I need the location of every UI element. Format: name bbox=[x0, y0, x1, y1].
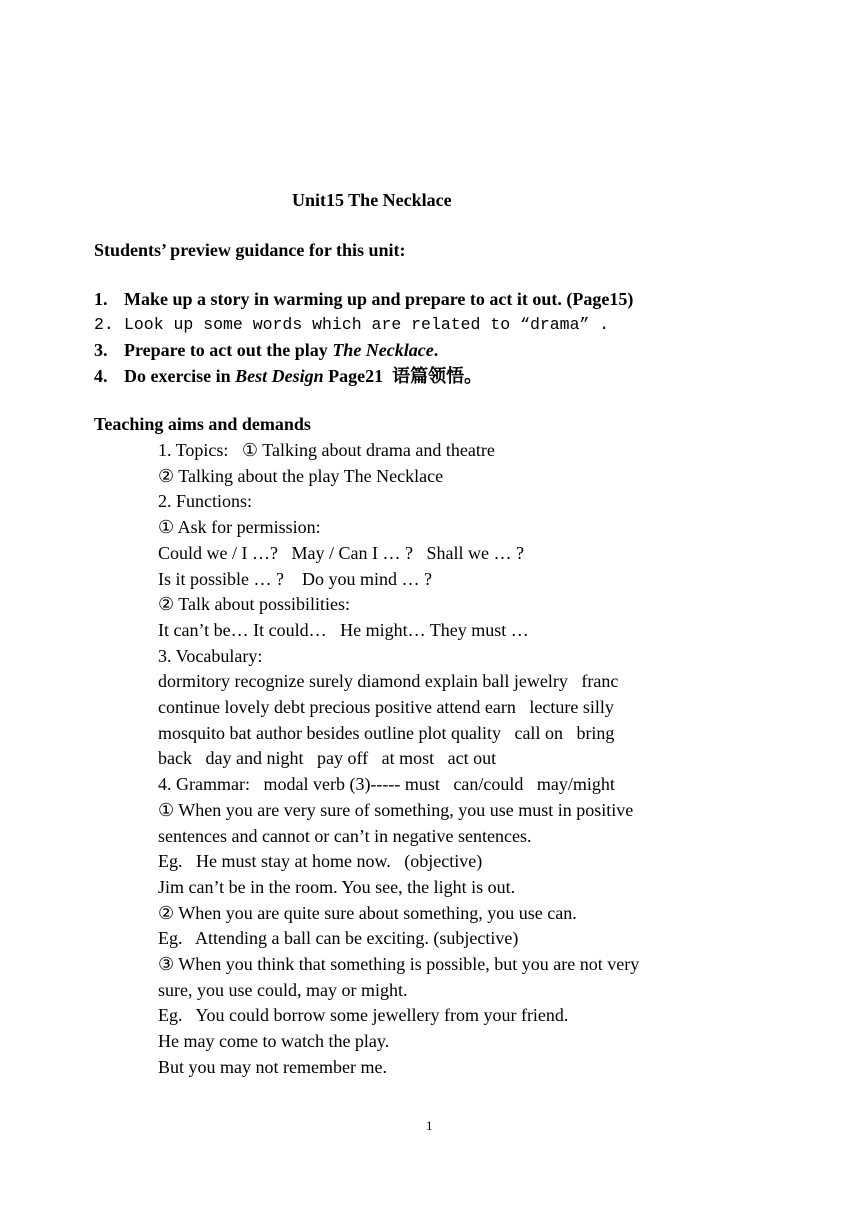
item-italic-title: The Necklace bbox=[332, 340, 434, 360]
item-text-end: Page21 语篇领悟。 bbox=[323, 366, 483, 386]
aims-line: ① Ask for permission: bbox=[158, 517, 321, 538]
aims-line: ② Talk about possibilities: bbox=[158, 594, 351, 615]
item-number: 1. bbox=[94, 289, 108, 309]
preview-item-1 bbox=[94, 288, 633, 310]
aims-line: Eg. Attending a ball can be exciting. (subjective) bbox=[158, 928, 519, 949]
item-text: Make up a story in warming up and prepare to act it out. (Page15) bbox=[124, 289, 634, 309]
aims-line: 3. Vocabulary: bbox=[158, 645, 263, 666]
aims-heading: Teaching aims and demands bbox=[94, 414, 311, 434]
preview-item-3 bbox=[94, 339, 438, 361]
aims-line: sure, you use could, may or might. bbox=[158, 979, 408, 1000]
aims-line: But you may not remember me. bbox=[158, 1056, 387, 1077]
aims-line: mosquito bat author besides outline plot quality call on bring bbox=[158, 722, 615, 743]
aims-line: continue lovely debt precious positive attend earn lecture silly bbox=[158, 697, 614, 717]
aims-line: He may come to watch the play. bbox=[158, 1031, 390, 1052]
aims-line: ② Talking about the play The Necklace bbox=[158, 465, 444, 486]
aims-line: sentences and cannot or can’t in negative sentences. bbox=[158, 825, 532, 846]
page-title: Unit15 The Necklace bbox=[292, 190, 452, 210]
aims-line: Is it possible … ? Do you mind … ? bbox=[158, 568, 432, 589]
aims-line: It can’t be… It could… He might… They must … bbox=[158, 619, 529, 640]
item-number: 4. bbox=[94, 366, 108, 386]
aims-line: ① When you are very sure of something, you use must in positive bbox=[158, 799, 634, 820]
page-number: 1 bbox=[426, 1118, 433, 1133]
aims-line: Eg. You could borrow some jewellery from your friend. bbox=[158, 1005, 569, 1026]
aims-line: dormitory recognize surely diamond explain ball jewelry franc bbox=[158, 671, 619, 692]
aims-line: Could we / I …? May / Can I … ? Shall we … ? bbox=[158, 542, 524, 563]
item-italic-title: Best Design bbox=[235, 366, 324, 386]
aims-line: ② When you are quite sure about something, you use can. bbox=[158, 902, 577, 923]
preview-item-4 bbox=[94, 365, 482, 387]
aims-line: Eg. He must stay at home now. (objective) bbox=[158, 851, 483, 872]
preview-heading: Students’ preview guidance for this unit: bbox=[94, 240, 406, 260]
aims-line: 1. Topics: ① Talking about drama and theatre bbox=[158, 440, 495, 460]
item-text: Do exercise in bbox=[124, 366, 236, 386]
item-number: 3. bbox=[94, 340, 108, 360]
item-text: Look up some words which are related to “drama” . bbox=[124, 315, 610, 334]
aims-line: 2. Functions: bbox=[158, 491, 253, 512]
item-text-end: . bbox=[433, 340, 439, 360]
aims-line: ③ When you think that something is possible, but you are not very bbox=[158, 954, 640, 974]
aims-line: Jim can’t be in the room. You see, the light is out. bbox=[158, 876, 516, 897]
item-text: Prepare to act out the play bbox=[124, 340, 333, 360]
aims-line: back day and night pay off at most act out bbox=[158, 748, 497, 769]
aims-line: 4. Grammar: modal verb (3)----- must can/could may/might bbox=[158, 774, 615, 795]
item-number: 2. bbox=[94, 315, 114, 334]
preview-item-2 bbox=[94, 314, 609, 336]
